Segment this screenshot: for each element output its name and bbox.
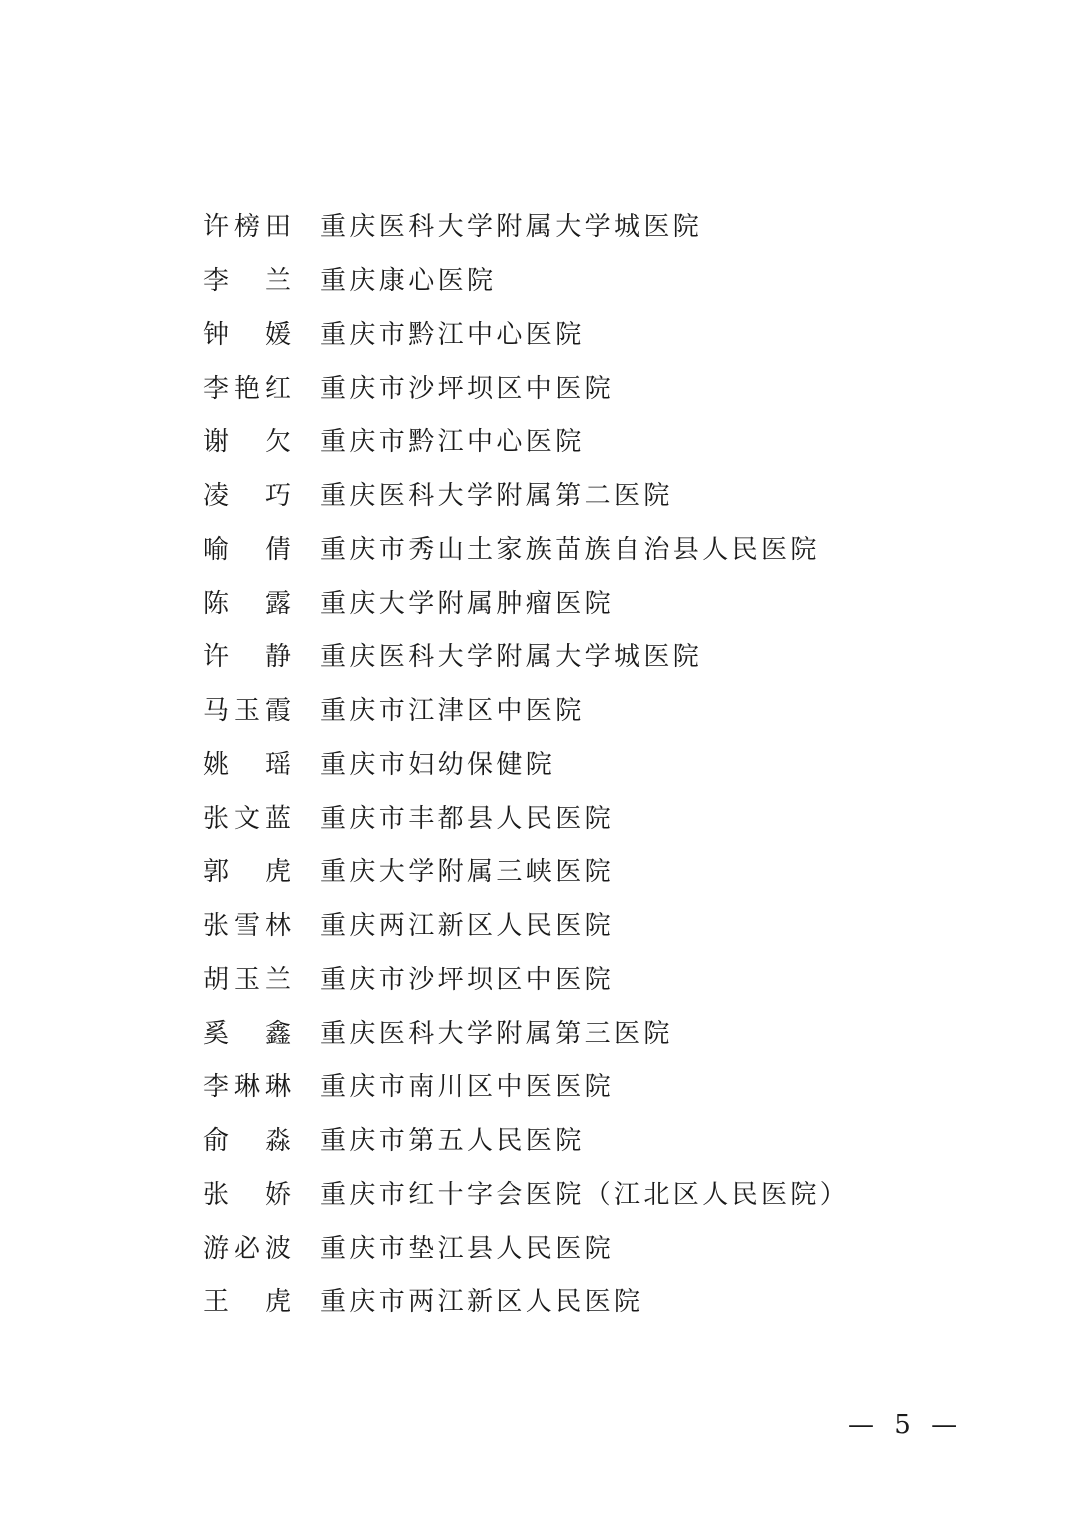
organization-name: 重庆大学附属三峡医院 <box>320 857 615 888</box>
person-name: 喻 倩 <box>203 534 292 565</box>
organization-name: 重庆市江津区中医院 <box>320 696 585 727</box>
list-item <box>203 789 963 843</box>
person-name: 游 必 波 <box>203 1233 292 1264</box>
organization-name: 重庆大学附属肿瘤医院 <box>320 588 615 619</box>
list-item <box>203 252 963 306</box>
list-item <box>203 1219 963 1273</box>
list-item <box>203 1058 963 1112</box>
list-item <box>203 951 963 1005</box>
person-name: 胡 玉 兰 <box>203 964 292 995</box>
list-item <box>203 198 963 252</box>
person-name: 马 玉 霞 <box>203 696 292 727</box>
organization-name: 重庆市第五人民医院 <box>320 1126 585 1157</box>
list-item <box>203 843 963 897</box>
organization-name: 重庆市红十字会医院（江北区人民医院） <box>320 1179 850 1210</box>
list-item <box>203 467 963 521</box>
person-name: 陈 露 <box>203 588 292 619</box>
organization-name: 重庆医科大学附属大学城医院 <box>320 212 703 243</box>
list-item <box>203 413 963 467</box>
person-name: 谢 欠 <box>203 427 292 458</box>
list-item <box>203 574 963 628</box>
organization-name: 重庆市妇幼保健院 <box>320 749 556 780</box>
list-item <box>203 1112 963 1166</box>
organization-name: 重庆市秀山土家族苗族自治县人民医院 <box>320 534 820 565</box>
list-item <box>203 682 963 736</box>
person-name: 李 艳 红 <box>203 373 292 404</box>
list-item <box>203 359 963 413</box>
person-name: 张 娇 <box>203 1179 292 1210</box>
organization-name: 重庆医科大学附属大学城医院 <box>320 642 703 673</box>
person-name: 李 兰 <box>203 266 292 297</box>
person-name: 王 虎 <box>203 1287 292 1318</box>
organization-name: 重庆市丰都县人民医院 <box>320 803 615 834</box>
list-item <box>203 628 963 682</box>
person-name: 俞 淼 <box>203 1126 292 1157</box>
organization-name: 重庆两江新区人民医院 <box>320 911 615 942</box>
organization-name: 重庆市黔江中心医院 <box>320 427 585 458</box>
organization-name: 重庆市沙坪坝区中医院 <box>320 373 615 404</box>
organization-name: 重庆医科大学附属第三医院 <box>320 1018 673 1049</box>
person-name: 李 琳 琳 <box>203 1072 292 1103</box>
organization-name: 重庆市南川区中医医院 <box>320 1072 615 1103</box>
person-name: 许 榜 田 <box>203 212 292 243</box>
list-item <box>203 1166 963 1220</box>
list-item <box>203 306 963 360</box>
organization-name: 重庆市垫江县人民医院 <box>320 1233 615 1264</box>
page-number: — 5 — <box>848 1410 964 1440</box>
organization-name: 重庆康心医院 <box>320 266 497 297</box>
person-name: 姚 瑶 <box>203 749 292 780</box>
organization-name: 重庆医科大学附属第二医院 <box>320 481 673 512</box>
organization-name: 重庆市两江新区人民医院 <box>320 1287 644 1318</box>
person-name: 凌 巧 <box>203 481 292 512</box>
list-item <box>203 521 963 575</box>
person-name: 许 静 <box>203 642 292 673</box>
person-name: 郭 虎 <box>203 857 292 888</box>
organization-name: 重庆市黔江中心医院 <box>320 319 585 350</box>
list-item <box>203 1273 963 1327</box>
person-name: 张 文 蓝 <box>203 803 292 834</box>
list-item <box>203 897 963 951</box>
person-name: 钟 媛 <box>203 319 292 350</box>
person-name: 张 雪 林 <box>203 911 292 942</box>
name-list <box>203 198 963 1327</box>
list-item <box>203 736 963 790</box>
person-name: 奚 鑫 <box>203 1018 292 1049</box>
organization-name: 重庆市沙坪坝区中医院 <box>320 964 615 995</box>
list-item <box>203 1004 963 1058</box>
